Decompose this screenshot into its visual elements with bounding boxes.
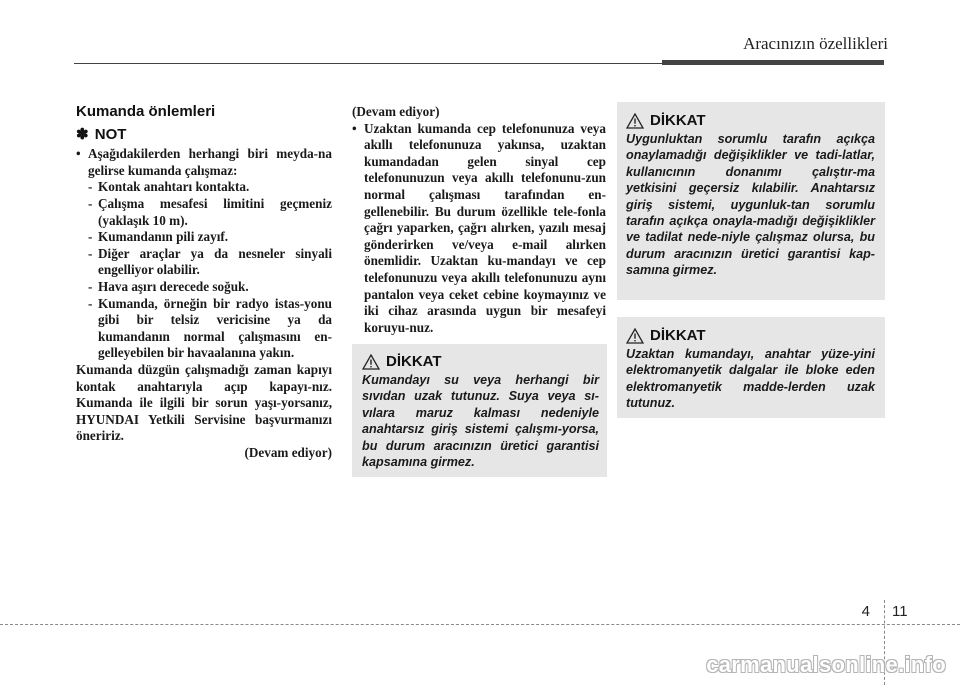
dash-item-text: Hava aşırı derecede soğuk. (98, 278, 249, 294)
warning-title: DİKKAT (650, 112, 706, 129)
chapter-number: 4 (861, 603, 870, 620)
dash-item-text: Çalışma mesafesi limitini geçmeniz (yaklaşık 10 m). (98, 195, 332, 228)
left-column (76, 104, 332, 461)
watermark: carmanualsonline.info (706, 652, 946, 677)
footer-dashed-rule (0, 624, 960, 625)
warning-title: DİKKAT (650, 327, 706, 344)
dash-mark: - (88, 278, 93, 294)
continued-label: (Devam ediyor) (244, 444, 332, 460)
warning-box-water (352, 344, 607, 477)
note-bullet-text: Aşağıdakilerden herhangi biri meyda-na gelirse kumanda çalışmaz: (88, 146, 332, 178)
warning-title: DİKKAT (386, 353, 442, 370)
page-number: 11 (892, 603, 908, 620)
warning-heading (362, 353, 599, 370)
dash-item-text: Kumandanın pili zayıf. (98, 229, 229, 245)
dash-item-text: Kontak anahtarı kontakta. (98, 179, 250, 195)
warning-triangle-icon (626, 113, 644, 129)
bullet-mark: • (352, 120, 357, 136)
dash-mark: - (88, 245, 93, 261)
note-heading (76, 127, 332, 144)
section-title: Kumanda önlemleri (76, 103, 216, 120)
continued-label: (Devam ediyor) (352, 104, 440, 119)
note-bullet (76, 146, 332, 179)
header-title: Aracınızın özellikleri (743, 34, 888, 53)
warning-box-modifications (617, 102, 885, 300)
warning-triangle-icon (626, 328, 644, 344)
dash-item (76, 196, 332, 229)
note-label: NOT (94, 125, 127, 143)
header-rule-thin (74, 63, 662, 64)
dash-item (76, 246, 332, 279)
dash-item (76, 179, 332, 196)
dash-mark: - (88, 195, 93, 211)
dash-item-text: Diğer araçlar ya da nesneler sinyali engelliyor olabilir. (98, 245, 332, 278)
dash-item (76, 296, 332, 362)
warning-heading (626, 112, 875, 129)
warning-text: Uzaktan kumandayı, anahtar yüze-yini elektromanyetik dalgalar ile bloke eden elektromanyetik madde-lerden uzak tutunuz. (626, 347, 875, 411)
dash-item (76, 279, 332, 296)
warning-text: Uygunluktan sorumlu tarafın açıkça onaylamadığı değişiklikler ve tadi-latlar, kullanıcının donanımı çalıştır-ma yetkisini geçersiz kılabilir. Anahtarsız giriş sistemi, uygunluk-tan sorumlu tarafın açıkça onayla-madığı değişiklikler ve tadilat nede-niyle çalışmaz olursa, bu durum aracınızın üretici garantisi kap-samına girmez. (626, 132, 875, 278)
warning-heading (626, 327, 875, 344)
warning-triangle-icon (362, 354, 380, 370)
bullet-mark: • (76, 146, 81, 162)
dash-mark: - (88, 179, 93, 195)
dash-mark: - (88, 295, 93, 311)
dash-mark: - (88, 229, 93, 245)
warning-text: Kumandayı su veya herhangi bir sıvıdan uzak tutunuz. Suya veya sı-vılara maruz kalması nedeniyle anahtarsız giriş sistemi çalışmı-yorsa, bu durum aracınızın üretici garantisi kapsamına girmez. (362, 373, 599, 470)
phone-bullet (352, 121, 606, 337)
warning-box-electromagnetic (617, 317, 885, 418)
header-rule-thick (662, 60, 884, 65)
body-paragraph: Kumanda düzgün çalışmadığı zaman kapıyı kontak anahtarıyla açıp kapayı-nız. Kumanda ile ilgili bir sorun yaşı-yorsanız, HYUNDAI Yetkili Servisine başvurmanızı öneririz. (76, 361, 332, 444)
middle-column (352, 104, 606, 336)
dash-item-text: Kumanda, örneğin bir radyo istas-yonu gibi bir telsiz vericisine ya da kumandanın normal çalışmasını en-gelleyebilen bir havaalanına yakın. (98, 295, 332, 361)
dash-item (76, 229, 332, 246)
note-star-icon: ✽ (76, 125, 89, 143)
phone-bullet-text: Uzaktan kumanda cep telefonunuza veya akıllı telefonunuza yakınsa, uzaktan kumandadan gelen sinyal cep telefonunuzun veya akıllı telefonunu-zun normal çalışması tarafından en-gellenebilir. Bu durum özellikle tele-fonla çağrı yaparken, çağrı alırken, yazılı mesaj gönderirken ve/veya e-mail alırken önemlidir. Uzaktan ku-mandayı ve cep telefonunuzu veya akıllı telefonunuzu aynı pantalon veya ceket cebine koymayınız ve iki cihaz arasında uygun bir mesafeyi koruyu-nuz. (364, 120, 606, 335)
